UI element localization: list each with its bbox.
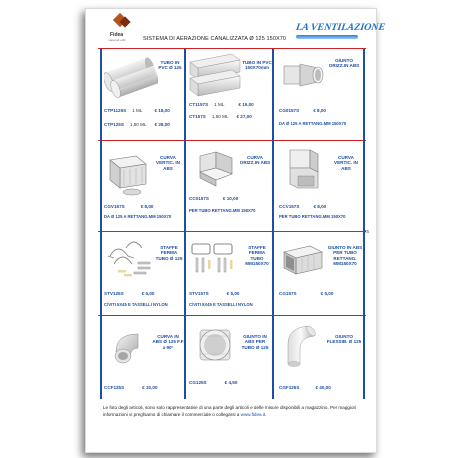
product-code-row <box>279 385 331 390</box>
round-bracket-image <box>104 236 156 280</box>
product-description: DA Ø 125 A RETTANG.MM 150X70 <box>279 121 347 126</box>
product-code-row <box>279 108 326 113</box>
product-name: TUBO IN PVC 150X70mm <box>242 60 272 71</box>
round-joint-image <box>194 322 238 368</box>
product-code-row <box>189 291 239 296</box>
product-code: CC0157S <box>189 196 209 201</box>
brand-underline <box>296 35 358 39</box>
product-code: CG125S <box>189 380 207 385</box>
product-unit: 1,50 ML <box>129 122 147 127</box>
product-name: CURVA IN ABS Ø 125 F.F a 90° <box>152 334 184 350</box>
column-divider <box>363 49 365 399</box>
product-price: € 4,50 <box>224 380 238 385</box>
product-code-row <box>189 114 252 119</box>
product-price: € 8,00 <box>313 108 326 113</box>
footer-text: Le foto degli articoli, sono solo rappresentative di una parte degli articoli e delle misure disponibili a magazzino. Per maggiori informazioni vi preghiamo di chiamare il commerciale o collegarsi a <box>103 405 357 417</box>
product-unit: 1 ML <box>132 108 143 113</box>
product-code-row <box>189 196 238 201</box>
product-code-row <box>104 108 170 113</box>
red-rule <box>98 48 366 49</box>
column-divider <box>272 49 274 399</box>
product-price: € 10,00 <box>142 385 158 390</box>
footer-link[interactable]: www.fidea.it. <box>240 412 267 417</box>
logo-name: Fidea <box>110 32 124 38</box>
product-description: DA Ø 125 A RETTANG.MM 150X70 <box>104 214 172 219</box>
product-name: CURVA VERTIC. IN ABS <box>156 155 180 171</box>
red-rule <box>98 315 366 316</box>
product-name: CURVA VERTIC. IN ABS <box>334 155 358 171</box>
product-code: CT1157S <box>189 102 209 107</box>
round-pipe-image <box>104 52 158 100</box>
product-price: € 8,00 <box>140 204 154 209</box>
product-price: € 5,00 <box>226 291 240 296</box>
product-unit: 1 ML <box>214 102 225 107</box>
red-rule <box>98 140 366 141</box>
product-name: STAFFE FERMA TUBO MM150X70 <box>245 245 269 267</box>
product-code-row <box>104 291 154 296</box>
page-number: 75 <box>364 229 370 234</box>
product-code-row <box>104 122 170 127</box>
company-logo <box>108 13 138 43</box>
product-price: € 18,00 <box>154 108 170 113</box>
product-description: PER TUBO RETTANG.MM 150X70 <box>189 208 256 213</box>
product-description: C/VITI 5X45 E TASSELLI NYLON <box>104 302 168 307</box>
product-price: € 40,00 <box>315 385 331 390</box>
product-price: € 15,00 <box>238 102 254 107</box>
product-price: € 28,00 <box>154 122 170 127</box>
adapter-image <box>278 54 326 94</box>
product-code: CCF125S <box>104 385 125 390</box>
logo-tagline: materiali edili <box>108 38 126 42</box>
product-code-row <box>189 380 237 385</box>
product-name: GIUNTO FLESSIB. Ø 125 <box>326 334 362 345</box>
product-name: GIUNTO IN ABS PER TUBO RETTANG. MM150X70 <box>327 245 363 267</box>
brand-logo-text: LA VENTILAZIONE <box>295 22 386 33</box>
product-code: CTP125S <box>104 122 124 127</box>
product-price: € 10,00 <box>222 196 239 201</box>
product-code-row <box>104 204 153 209</box>
product-code: CG157S <box>279 291 297 296</box>
vertical-bend-image <box>106 146 152 198</box>
rect-joint-image <box>280 240 328 280</box>
flexible-joint-image <box>280 320 326 370</box>
product-code: CT157S <box>189 114 206 119</box>
vertical-bend-rect-image <box>284 146 324 192</box>
product-code-row <box>189 102 254 107</box>
product-description: PER TUBO RETTANG.MM 150X70 <box>279 214 346 219</box>
product-code: CTP1125S <box>104 108 127 113</box>
product-code: CGF125S <box>279 385 300 390</box>
red-rule <box>98 231 366 232</box>
product-description: C/VITI 5X45 E TASSELLI NYLON <box>189 302 253 307</box>
product-code-row <box>279 204 326 209</box>
page-title: SISTEMA DI AERAZIONE CANALIZZATA Ø 125 150X70 <box>143 36 287 42</box>
product-code: CCV157S <box>279 204 300 209</box>
product-code-row <box>104 385 158 390</box>
horizontal-bend-image <box>194 148 240 190</box>
product-price: € 5,00 <box>141 291 155 296</box>
rectangular-pipe-image <box>188 52 242 100</box>
footer-note <box>103 404 365 418</box>
product-code: STV157S <box>189 291 209 296</box>
product-code-row <box>279 291 333 296</box>
product-price: € 8,00 <box>313 204 327 209</box>
product-code: CG0157S <box>279 108 300 113</box>
product-price: € 27,00 <box>236 114 252 119</box>
product-name: GIUNTO IN ABS PER TUBO Ø 125 <box>241 334 269 350</box>
product-name: CURVA ORIZZ.IN ABS <box>239 155 271 166</box>
rect-bracket-image <box>188 238 242 278</box>
round-bend-image <box>106 322 152 368</box>
column-divider <box>100 49 102 399</box>
column-divider <box>184 49 186 399</box>
product-name: STAFFE FERMA TUBO Ø 125 <box>155 245 183 261</box>
product-code: CGV157S <box>104 204 125 209</box>
product-name: GIUNTO ORIZZ.IN ABS <box>328 58 360 69</box>
product-unit: 1,50 ML <box>211 114 229 119</box>
product-price: € 5,00 <box>320 291 334 296</box>
product-name: TUBO IN PVC Ø 125 <box>158 60 182 71</box>
product-code: STV125S <box>104 291 124 296</box>
